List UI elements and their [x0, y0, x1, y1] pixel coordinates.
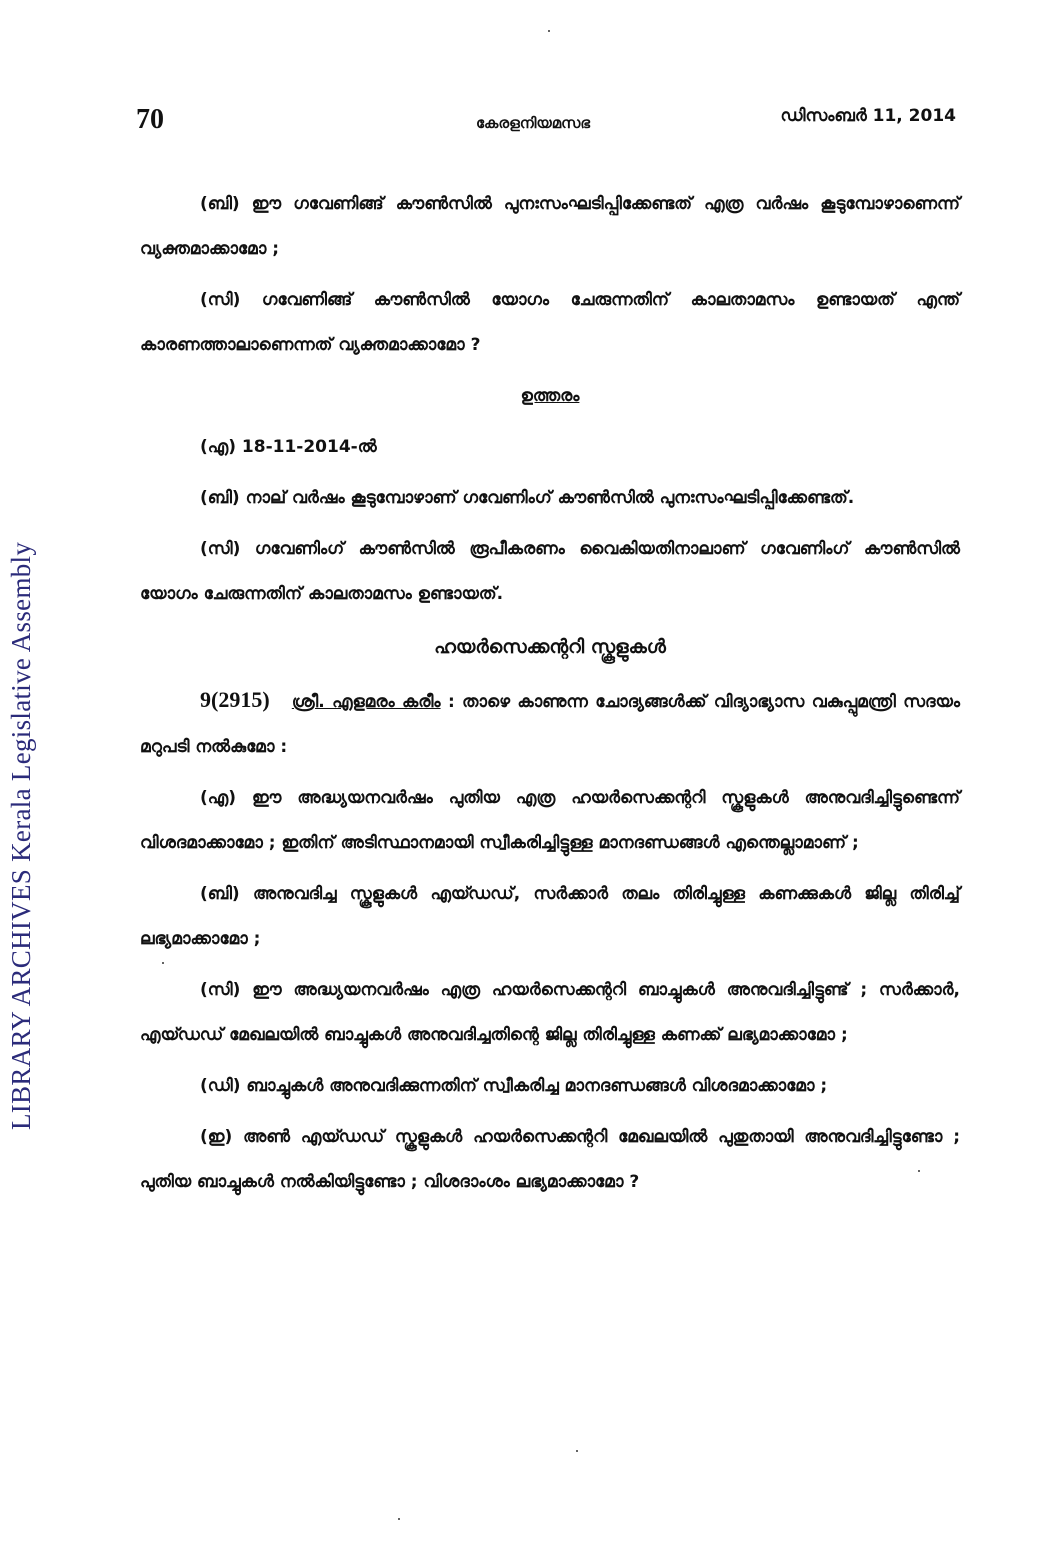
header-date: ഡിസംബർ 11, 2014 [780, 106, 956, 126]
page-header [136, 104, 956, 144]
question-9-part-b: (ബി) അനുവദിച്ച സ്കൂളുകൾ എയ്ഡഡ്, സർക്കാർ തലം തിരിച്ചുള്ള കണക്കുകൾ ജില്ല തിരിച്ച് ലഭ്യമാക്കാമോ ; [140, 884, 960, 949]
scan-speck [548, 30, 550, 32]
question-9-part-e: (ഇ) അൺ എയ്ഡഡ് സ്കൂളുകൾ ഹയർസെക്കന്ററി മേഖലയിൽ പുതുതായി അനുവദിച്ചിട്ടുണ്ടോ ; പുതിയ ബാച്ചുകൾ നൽകിയിട്ടുണ്ടോ ; വിശദാംശം ലഭ്യമാക്കാമോ ? [140, 1127, 960, 1192]
answer-heading: ഉത്തരം [520, 386, 580, 406]
scan-speck [162, 962, 164, 964]
question-number: 9(2915) [200, 687, 270, 712]
scan-speck [398, 1518, 400, 1520]
question-9-part-a: (എ) ഈ അദ്ധ്യയനവർഷം പുതിയ എത്ര ഹയർസെക്കന്ററി സ്കൂളുകൾ അനുവദിച്ചിട്ടുണ്ടെന്ന് വിശദമാക്കാമോ ; ഇതിന് അടിസ്ഥാനമായി സ്വീകരിച്ചിട്ടുള്ള മാനദണ്ഡങ്ങൾ എന്തെല്ലാമാണ് ; [140, 788, 960, 853]
answer-part-b: (ബി) നാല് വർഷം കൂടുമ്പോഴാണ് ഗവേണിംഗ് കൗൺസിൽ പുനഃസംഘടിപ്പിക്കേണ്ടത്. [200, 488, 855, 508]
scan-speck [918, 1170, 920, 1172]
question-part-b: (ബി) ഈ ഗവേണിങ്ങ് കൗൺസിൽ പുനഃസംഘടിപ്പിക്കേണ്ടത് എത്ര വർഷം കൂടുമ്പോഴാണെന്ന് വ്യക്തമാക്കാമോ ; [140, 194, 960, 259]
member-name: ശ്രീ. എളമരം കരീം [291, 692, 441, 712]
question-9-part-d: (ഡി) ബാച്ചുകൾ അനുവദിക്കുന്നതിന് സ്വീകരിച്ച മാനദണ്ഡങ്ങൾ വിശദമാക്കാമോ ; [200, 1076, 828, 1096]
question-9-part-c: (സി) ഈ അദ്ധ്യയനവർഷം എത്ര ഹയർസെക്കന്ററി ബാച്ചുകൾ അനുവദിച്ചിട്ടുണ്ട് ; സർക്കാർ, എയ്ഡഡ് മേഖലയിൽ ബാച്ചുകൾ അനുവദിച്ചതിന്റെ ജില്ല തിരിച്ചുള്ള കണക്ക് ലഭ്യമാക്കാമോ ; [140, 980, 960, 1045]
question-9-intro [140, 677, 960, 770]
question-9-intro-text: : താഴെ കാണുന്ന ചോദ്യങ്ങൾക്ക് വിദ്യാഭ്യാസ വകുപ്പുമന്ത്രി സദയം മറുപടി നൽകുമോ : [140, 692, 961, 757]
answer-part-c: (സി) ഗവേണിംഗ് കൗൺസിൽ രൂപീകരണം വൈകിയതിനാലാണ് ഗവേണിംഗ് കൗൺസിൽ യോഗം ചേരുന്നതിന് കാലതാമസം ഉണ്ടായത്. [140, 539, 960, 604]
page-body [140, 182, 960, 1205]
publication-name: കേരളനിയമസഭ [476, 114, 591, 132]
scan-speck [576, 1450, 578, 1452]
archive-watermark: LIBRARY ARCHIVES Kerala Legislative Assembly [6, 541, 36, 1130]
section-title: ഹയർസെക്കന്ററി സ്കൂളുകൾ [434, 636, 666, 658]
page-number: 70 [136, 104, 164, 135]
answer-part-a: (എ) 18-11-2014-ൽ [200, 437, 377, 457]
question-part-c: (സി) ഗവേണിങ്ങ് കൗൺസിൽ യോഗം ചേരുന്നതിന് കാലതാമസം ഉണ്ടായത് എന്ത് കാരണത്താലാണെന്നത് വ്യക്തമാക്കാമോ ? [140, 290, 960, 355]
